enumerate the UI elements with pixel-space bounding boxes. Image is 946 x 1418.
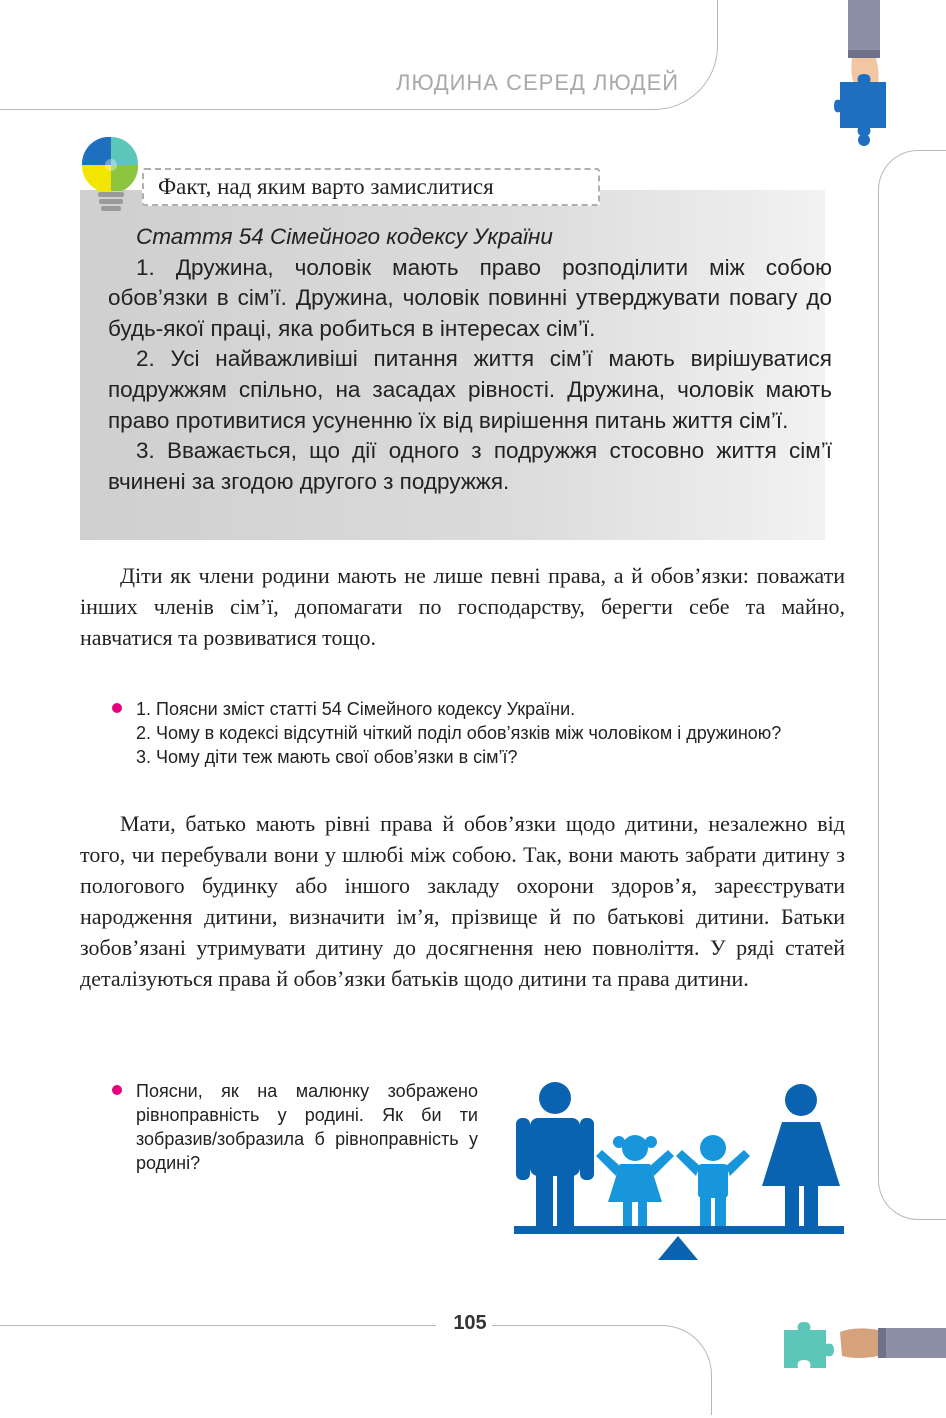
boy-figure (676, 1135, 750, 1226)
balance-beam (514, 1226, 844, 1234)
questions-list (136, 697, 845, 769)
question-item: 1. Поясни зміст статті 54 Сімейного кодексу України. (136, 699, 576, 719)
mother-figure (762, 1084, 840, 1226)
bullet-marker (112, 1085, 122, 1095)
article-title: Стаття 54 Сімейного кодексу України (136, 224, 553, 249)
right-frame-line (878, 150, 946, 1220)
hand-puzzle-icon (782, 1316, 946, 1372)
fact-paragraph: 3. Вважається, що дії одного з подружжя стосовно життя сім’ї вчинені за згодою другого з подружжя. (108, 438, 832, 494)
footer-line (0, 1325, 436, 1326)
fact-paragraph: 2. Усі найважливіші питання життя сім’ї мають вирішуватися подружжям спільно, на засадах рівності. Дружина, чоловік мають право противитися усуненню їх від вирішення питань життя сім’ї. (108, 346, 832, 433)
question-item: 2. Чому в кодексі відсутній чіткий поділ обов’язків між чоловіком і дружиною? (136, 723, 782, 743)
fact-paragraph: 1. Дружина, чоловік мають право розподілити між собою обов’язки в сім’ї. Дружина, чоловік повинні утверджувати повагу до будь-якої праці, яка робиться в інтересах сім’ї. (108, 254, 832, 341)
bullet-marker (112, 703, 122, 713)
father-figure (516, 1082, 594, 1226)
question-item: 3. Чому діти теж мають свої обов’язки в сім’ї? (136, 747, 518, 767)
task-paragraph: Поясни, як на малюнку зображено рівноправність у родині. Як би ти зобразив/зобразила б рівноправність у родині? (136, 1081, 478, 1173)
balance-fulcrum (658, 1236, 698, 1260)
body-paragraph-2 (80, 808, 845, 994)
hand-puzzle-icon (834, 0, 894, 148)
girl-figure (596, 1135, 674, 1226)
section-title: ЛЮДИНА СЕРЕД ЛЮДЕЙ (396, 70, 680, 95)
paragraph-text: Діти як члени родини мають не лише певні права, а й обов’язки: поважати інших членів сім’ї, допомагати по господарству, берегти себе та майно, навчатися та розвиватися тощо. (80, 563, 845, 650)
task-text (136, 1079, 478, 1175)
fact-text (108, 222, 832, 497)
lightbulb-puzzle-icon (80, 135, 142, 217)
body-paragraph-1 (80, 560, 845, 653)
footer-line (492, 1325, 712, 1415)
family-balance-illustration (510, 1080, 850, 1265)
page-number: 105 (453, 1312, 487, 1334)
paragraph-text: Мати, батько мають рівні права й обов’язки щодо дитини, незалежно від того, чи перебували вони у шлюбі між собою. Так, вони мають забрати дитину з пологового будинку або іншого закладу охорони здоров’я, зареєструвати народження дитини, визначити ім’я, прізвище й по батькові дитини. Батьки зобов’язані утримувати дитину до досягнення нею повноліття. У ряді статей деталізуються права й обов’язки батьків щодо дитини та права дитини. (80, 811, 845, 991)
fact-label: Факт, над яким варто замислитися (142, 168, 600, 206)
